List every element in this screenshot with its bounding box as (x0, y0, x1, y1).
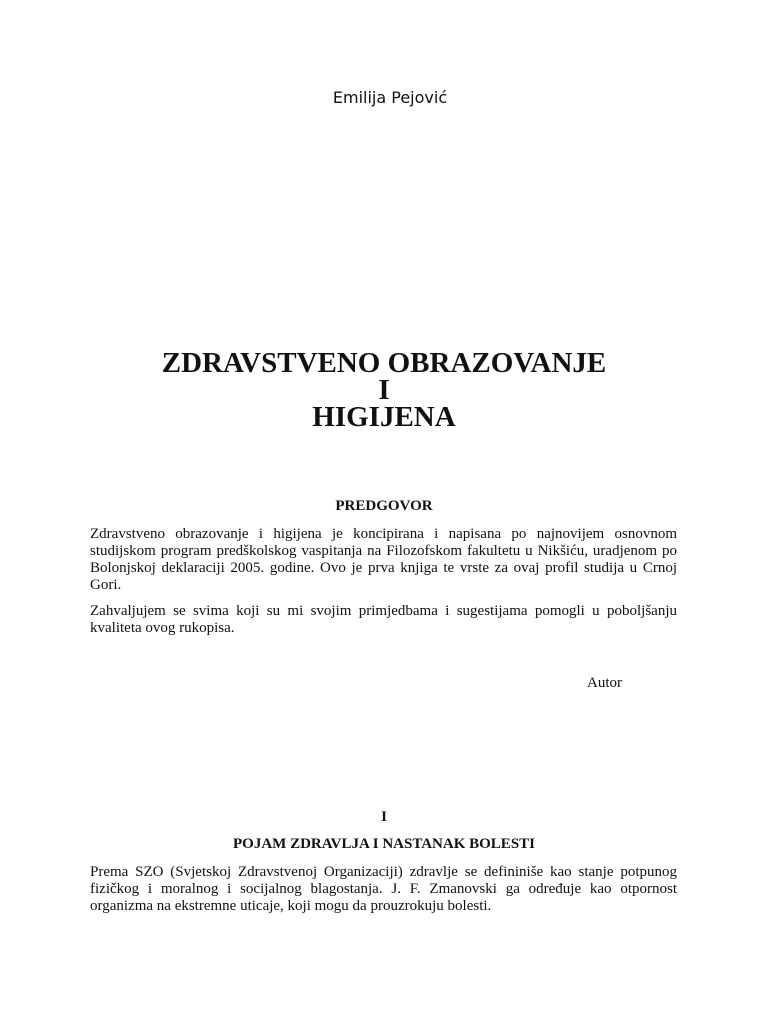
preface-paragraph-1: Zdravstveno obrazovanje i higijena je koncipirana i napisana po najnovijem osnovnom studijskom program predškolskog vaspitanja na Filozofskom fakultetu u Nikšiću, uradjenom po Bolonjskoj deklaraciji 2005. godine. Ovo je prva knjiga te vrste za ovaj profil studija u Crnoj Gori. (90, 526, 677, 593)
title-line-3: HIGIJENA (312, 401, 456, 433)
chapter-paragraph: Prema SZO (Svjetskoj Zdravstvenoj Organizaciji) zdravlje se defininiše kao stanje potpunog fizičkog i moralnog i socijalnog blagostanja. J. F. Zmanovski ga određuje kao otpornost organizma na ekstremne uticaje, koji mogu da prouzrokuju bolesti. (90, 864, 677, 914)
title-line-1: ZDRAVSTVENO OBRAZOVANJE (161, 347, 607, 379)
preface-signature: Autor (587, 675, 622, 691)
title-line-2: I (378, 374, 390, 406)
chapter-number: I (381, 809, 387, 825)
preface-paragraph-2: Zahvaljujem se svima koji su mi svojim primjedbama i sugestijama pomogli u poboljšanju kvaliteta ovog rukopisa. (90, 603, 677, 636)
author-name: Emilija Pejović (332, 88, 448, 107)
chapter-heading: POJAM ZDRAVLJA I NASTANAK BOLESTI (233, 836, 535, 852)
preface-heading: PREDGOVOR (335, 498, 433, 514)
book-title (0, 347, 768, 433)
